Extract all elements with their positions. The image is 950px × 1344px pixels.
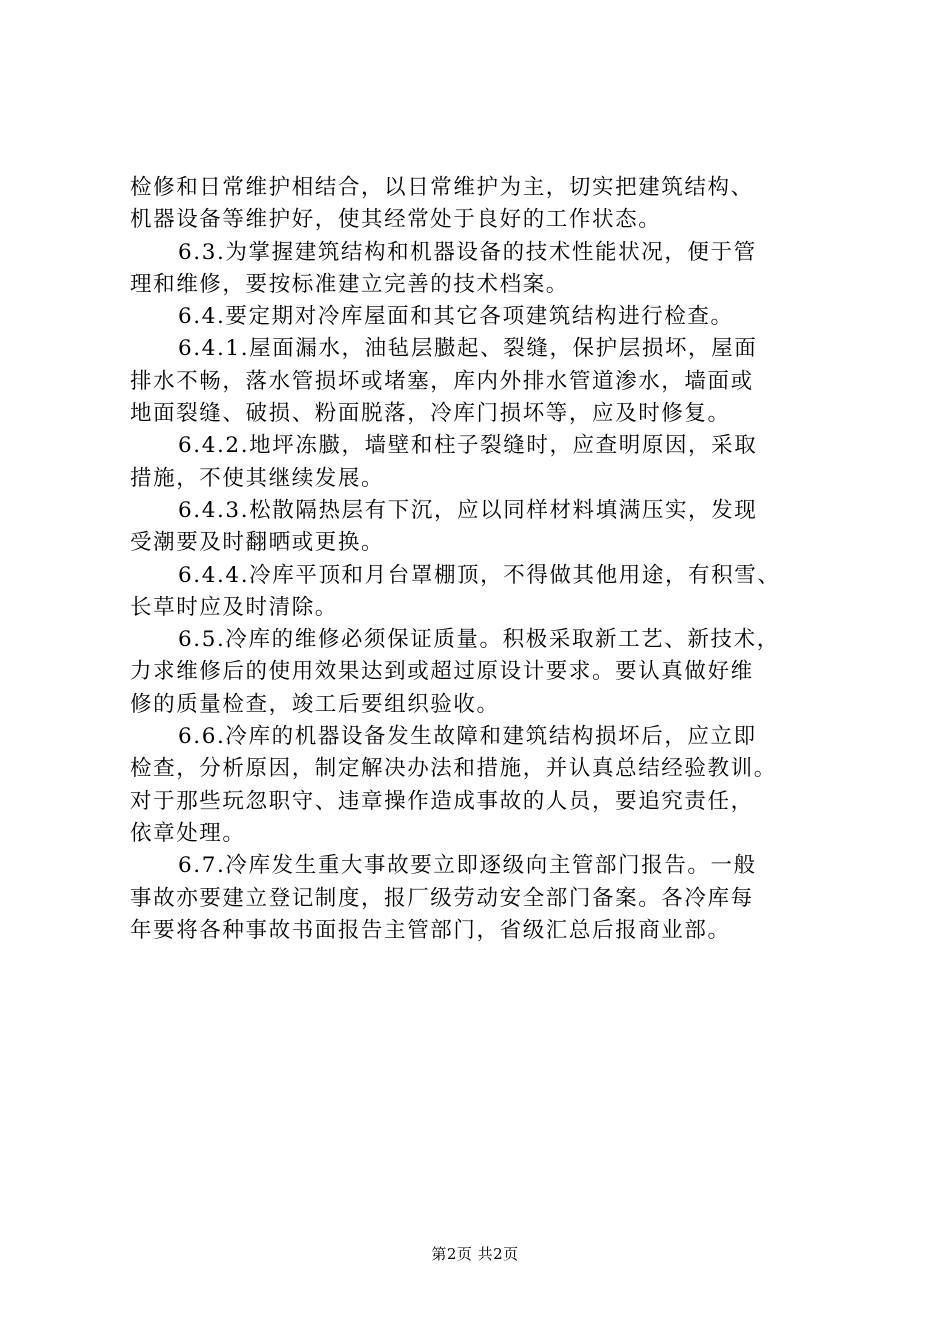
text-line: 检修和日常维护相结合，以日常维护为主，切实把建筑结构、 <box>130 175 754 200</box>
text-line: 长草时应及时清除。 <box>130 594 338 620</box>
text-line: 6.5.冷库的维修必须保证质量。积极采取新工艺、新技术， <box>178 627 780 653</box>
text-line: 6.4.要定期对冷库屋面和其它各项建筑结构进行检查。 <box>178 304 734 330</box>
text-line: 对于那些玩忽职守、违章操作造成事故的人员，要追究责任， <box>130 788 754 814</box>
text-line: 6.7.冷库发生重大事故要立即逐级向主管部门报告。一般 <box>178 853 757 879</box>
text-line: 6.4.4.冷库平顶和月台罩棚顶，不得做其他用途，有积雪、 <box>178 562 781 588</box>
text-line: 机器设备等维护好，使其经常处于良好的工作状态。 <box>130 207 662 233</box>
text-line: 排水不畅，落水管损坏或堵塞，库内外排水管道渗水，墙面或 <box>130 368 754 394</box>
text-line: 检查，分析原因，制定解决办法和措施，并认真总结经验教训。 <box>130 756 777 782</box>
text-line: 事故亦要建立登记制度，报厂级劳动安全部门备案。各冷库每 <box>130 885 754 911</box>
text-line: 力求维修后的使用效果达到或超过原设计要求。要认真做好维 <box>130 659 754 685</box>
document-body <box>130 172 830 947</box>
text-line: 地面裂缝、破损、粉面脱落，冷库门损坏等，应及时修复。 <box>130 401 731 427</box>
text-line: 年要将各种事故书面报告主管部门，省级汇总后报商业部。 <box>130 917 731 943</box>
text-line: 受潮要及时翻晒或更换。 <box>130 530 385 556</box>
text-line: 6.4.1.屋面漏水，油毡层臌起、裂缝，保护层损坏，屋面 <box>178 336 758 362</box>
text-line: 依章处理。 <box>130 820 246 846</box>
text-line: 修的质量检查，竣工后要组织验收。 <box>130 691 500 717</box>
text-line: 6.6.冷库的机器设备发生故障和建筑结构损坏后，应立即 <box>178 724 757 750</box>
text-line: 6.4.2.地坪冻臌，墙壁和柱子裂缝时，应查明原因，采取 <box>178 433 758 459</box>
text-line: 6.3.为掌握建筑结构和机器设备的技术性能状况，便于管 <box>178 239 757 265</box>
page-number: 第2页 共2页 <box>431 1245 519 1263</box>
page-footer <box>0 1244 950 1264</box>
text-line: 措施，不使其继续发展。 <box>130 465 385 491</box>
text-line: 理和维修，要按标准建立完善的技术档案。 <box>130 271 569 297</box>
text-line: 6.4.3.松散隔热层有下沉，应以同样材料填满压实，发现 <box>178 497 758 523</box>
